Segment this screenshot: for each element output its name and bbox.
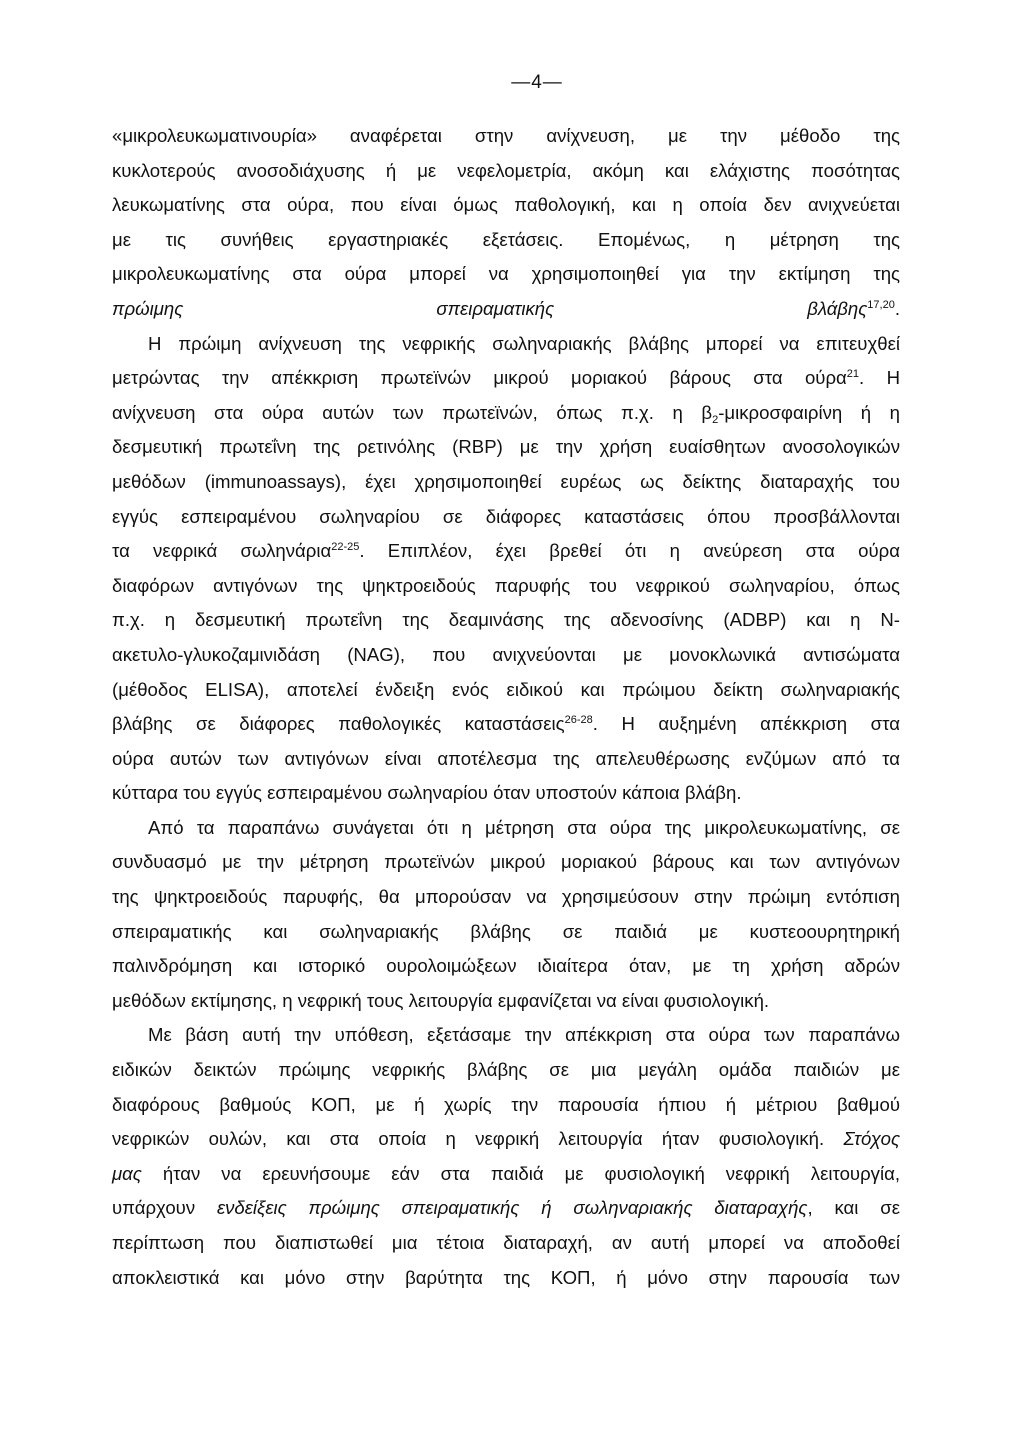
- italic-text: ενδείξεις πρώιμης σπειραματικής ή σωληναριακής διαταραχής: [216, 1197, 808, 1219]
- line-text: , και σε: [807, 1197, 900, 1219]
- body-text: [112, 119, 900, 1295]
- line-text: -μικροσφαιρίνη ή η: [718, 401, 900, 423]
- line-text: νεφρικών ουλών, και στα οποία η νεφρική λειτουργία ήταν φυσιολογική.: [112, 1128, 844, 1150]
- line-text: μετρώντας την απέκκριση πρωτεϊνών μικρού μοριακού βάρους στα ούρα: [112, 367, 847, 389]
- text-line: [112, 154, 900, 189]
- text-line: [112, 742, 900, 777]
- text-line: [112, 327, 900, 362]
- text-line: [112, 569, 900, 604]
- line-text: αποκλειστικά και μόνο στην βαρύτητα της ΚΟΠ, ή μόνο στην παρουσία των: [112, 1266, 900, 1288]
- text-line: [112, 1261, 900, 1296]
- text-line: [112, 500, 900, 535]
- italic-text: μας: [112, 1162, 142, 1184]
- line-text: της ψηκτροειδούς παρυφής, θα μπορούσαν να χρησιμεύσουν στην πρώιμη εντόπιση: [112, 886, 900, 908]
- subscript: 2: [712, 413, 719, 426]
- line-text: βλάβης σε διάφορες παθολογικές καταστάσεις: [112, 713, 565, 735]
- line-text: ήταν να ερευνήσουμε εάν στα παιδιά με φυσιολογική νεφρική λειτουργία,: [141, 1162, 900, 1184]
- line-text: «μικρολευκωματινουρία» αναφέρεται στην ανίχνευση, με την μέθοδο της: [112, 125, 900, 146]
- text-line: [112, 776, 900, 811]
- text-line: [112, 534, 900, 569]
- line-text: . Η αυξημένη απέκκριση στα: [592, 713, 900, 735]
- line-text: διαφόρων αντιγόνων της ψηκτροειδούς παρυφής του νεφρικού σωληναρίου, όπως: [112, 574, 900, 596]
- text-line: [112, 603, 900, 638]
- line-text: εγγύς εσπειραμένου σωληναρίου σε διάφορες καταστάσεις όπου προσβάλλονται: [112, 505, 900, 527]
- line-text: υπάρχουν: [112, 1197, 217, 1219]
- reference-superscript: 26-28: [564, 714, 593, 727]
- line-text: περίπτωση που διαπιστωθεί μια τέτοια διαταραχή, αν αυτή μπορεί να αποδοθεί: [112, 1232, 900, 1253]
- line-text: . Επιπλέον, έχει βρεθεί ότι η ανεύρεση στα ούρα: [359, 540, 900, 562]
- line-text: σπειραματικής και σωληναριακής βλάβης σε παιδιά με κυστεοουρητηρική: [112, 920, 900, 942]
- line-text: τα νεφρικά σωληνάρια: [112, 540, 332, 562]
- text-line: [112, 223, 900, 258]
- line-text: π.χ. η δεσμευτική πρωτεΐνη της δεαμινάσης της αδενοσίνης (ADBP) και η Ν-: [112, 609, 900, 631]
- line-text: παλινδρόμηση και ιστορικό ουρολοιμώξεων ιδιαίτερα όταν, με τη χρήση αδρών: [112, 955, 900, 977]
- text-line: [112, 119, 900, 154]
- text-line: [112, 811, 900, 846]
- text-line: [112, 1088, 900, 1123]
- line-text: κύτταρα του εγγύς εσπειραμένου σωληναρίου όταν υποστούν κάποια βλάβη.: [112, 782, 742, 804]
- reference-superscript: 22-25: [331, 541, 360, 554]
- text-line: [112, 257, 900, 292]
- text-line: [112, 1122, 900, 1157]
- text-line: [112, 638, 900, 673]
- reference-superscript: 21: [846, 368, 860, 381]
- line-text: διαφόρους βαθμούς ΚΟΠ, με ή χωρίς την παρουσία ήπιου ή μέτριου βαθμού: [112, 1093, 900, 1115]
- line-text: Με βάση αυτή την υπόθεση, εξετάσαμε την απέκκριση στα ούρα των παραπάνω: [148, 1024, 900, 1046]
- text-line: [112, 915, 900, 950]
- text-line: [112, 1053, 900, 1088]
- text-line: [112, 949, 900, 984]
- line-text: Η πρώιμη ανίχνευση της νεφρικής σωληναριακής βλάβης μπορεί να επιτευχθεί: [148, 332, 900, 354]
- line-text: μεθόδων εκτίμησης, η νεφρική τους λειτουργία εμφανίζεται να είναι φυσιολογική.: [112, 989, 770, 1011]
- text-line: [112, 188, 900, 223]
- line-text: δεσμευτική πρωτεΐνη της ρετινόλης (RBP) με την χρήση ευαίσθητων ανοσολογικών: [112, 436, 900, 458]
- line-text: μεθόδων (immunoassays), έχει χρησιμοποιηθεί ευρέως ως δείκτης διαταραχής του: [112, 470, 900, 492]
- text-line: [112, 1157, 900, 1192]
- line-text: ακετυλο-γλυκοζαμινιδάση (NAG), που ανιχνεύονται με μονοκλωνικά αντισώματα: [112, 643, 900, 665]
- line-text: ανίχνευση στα ούρα αυτών των πρωτεϊνών, όπως π.χ. η β: [112, 401, 713, 423]
- reference-superscript: 17,20: [867, 298, 895, 311]
- line-text: ούρα αυτών των αντιγόνων είναι αποτέλεσμα της απελευθέρωσης ενζύμων από τα: [112, 747, 900, 769]
- line-text: (μέθοδος ELISA), αποτελεί ένδειξη ενός ειδικού και πρώιμου δείκτη σωληναριακής: [112, 678, 900, 700]
- line-text: Από τα παραπάνω συνάγεται ότι η μέτρηση στα ούρα της μικρολευκωματίνης, σε: [148, 816, 900, 838]
- line-text: ειδικών δεικτών πρώιμης νεφρικής βλάβης σε μια μεγάλη ομάδα παιδιών με: [112, 1059, 900, 1081]
- text-line: [112, 1226, 900, 1261]
- line-text: . Η: [859, 367, 900, 389]
- text-line: [112, 1018, 900, 1053]
- line-text: κυκλοτερούς ανοσοδιάχυσης ή με νεφελομετρία, ακόμη και ελάχιστης ποσότητας: [112, 159, 900, 181]
- line-text: μικρολευκωματίνης στα ούρα μπορεί να χρησιμοποιηθεί για την εκτίμηση της: [112, 263, 900, 285]
- text-line: [112, 1191, 900, 1226]
- italic-text: πρώιμης σπειραματικής βλάβης: [112, 297, 868, 319]
- text-line: [112, 673, 900, 708]
- text-line: [112, 707, 900, 742]
- text-line: [112, 361, 900, 396]
- italic-text: Στόχος: [843, 1128, 900, 1150]
- text-line: [112, 845, 900, 880]
- line-text: λευκωματίνης στα ούρα, που είναι όμως παθολογική, και η οποία δεν ανιχνεύεται: [112, 194, 900, 216]
- text-line: [112, 465, 900, 500]
- text-line: [112, 984, 900, 1019]
- text-line: [112, 430, 900, 465]
- line-text: συνδυασμό με την μέτρηση πρωτεϊνών μικρού μοριακού βάρους και των αντιγόνων: [112, 851, 900, 873]
- text-line: [112, 292, 900, 327]
- line-text: .: [894, 297, 900, 319]
- text-line: [112, 396, 900, 431]
- text-line: [112, 880, 900, 915]
- page-number: —4—: [511, 72, 563, 93]
- line-text: με τις συνήθεις εργαστηριακές εξετάσεις. Επομένως, η μέτρηση της: [112, 228, 900, 250]
